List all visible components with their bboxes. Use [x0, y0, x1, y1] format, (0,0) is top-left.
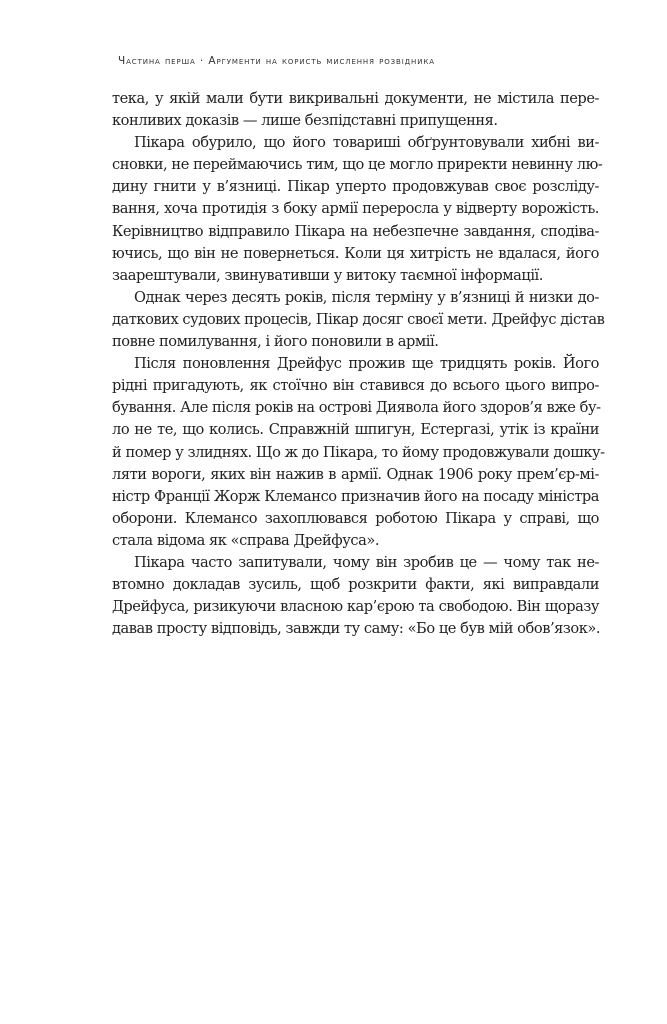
text-line: ючись, що він не повернеться. Коли ця хитрість не вдалася, його [112, 244, 599, 262]
text-line: втомно докладав зусиль, щоб розкрити факти, які виправдали [112, 576, 599, 594]
page-body [112, 88, 605, 640]
text-line: й помер у злиднях. Що ж до Пікара, то йому продовжували дошку- [112, 443, 605, 461]
text-line: ло не те, що колись. Справжній шпигун, Естергазі, утік із країни [112, 421, 599, 439]
text-line: Пікара обурило, що його товариші обґрунтовували хибні ви- [134, 134, 599, 152]
paragraph-2 [112, 132, 603, 287]
text-line: Після поновлення Дрейфус прожив ще тридцять років. Його [134, 355, 599, 373]
text-line: Дрейфуса, ризикуючи власною кар’єрою та свободою. Він щоразу [112, 598, 599, 616]
text-line: повне помилування, і його поновили в армії. [112, 333, 439, 351]
paragraph-1 [112, 88, 599, 132]
text-line: вання, хоча протидія з боку армії переросла у відверту ворожість. [112, 200, 599, 218]
running-head: Частина перша · Аргументи на користь мислення розвідника [118, 55, 435, 67]
text-line: рідні пригадують, як стоїчно він ставився до всього цього випро- [112, 377, 599, 395]
text-line: конливих доказів — лише безпідставні припущення. [112, 112, 498, 130]
text-line: даткових судових процесів, Пікар досяг своєї мети. Дрейфус дістав [112, 310, 605, 328]
text-line: сновки, не переймаючись тим, що це могло приректи невинну лю- [112, 156, 603, 174]
text-line: Керівництво відправило Пікара на небезпечне завдання, сподіва- [112, 222, 599, 240]
paragraph-3 [112, 287, 605, 353]
text-line: Пікара часто запитували, чому він зробив це — чому так не- [134, 553, 599, 571]
text-line: оборони. Клемансо захоплювався роботою Пікара у справі, що [112, 509, 599, 527]
paragraph-4 [112, 353, 605, 552]
text-line: стала відома як «справа Дрейфуса». [112, 531, 380, 549]
text-line: давав просту відповідь, завжди ту саму: «Бо це був мій обов’язок». [112, 620, 601, 638]
text-line: тека, у якій мали бути викривальні документи, не містила пере- [112, 90, 599, 107]
text-line: дину гнити у в’язниці. Пікар уперто продовжував своє розсліду- [112, 178, 599, 196]
text-line: ляти вороги, яких він нажив в армії. Однак 1906 року прем’єр-мі- [112, 465, 599, 483]
text-line: заарештували, звинувативши у витоку таємної інформації. [112, 266, 543, 284]
paragraph-5 [112, 552, 599, 640]
text-line: бування. Але після років на острові Диявола його здоров’я вже бу- [112, 399, 601, 417]
text-line: Однак через десять років, після терміну у в’язниці й низки до- [134, 288, 599, 306]
text-line: ністр Франції Жорж Клемансо призначив його на посаду міністра [112, 487, 599, 505]
